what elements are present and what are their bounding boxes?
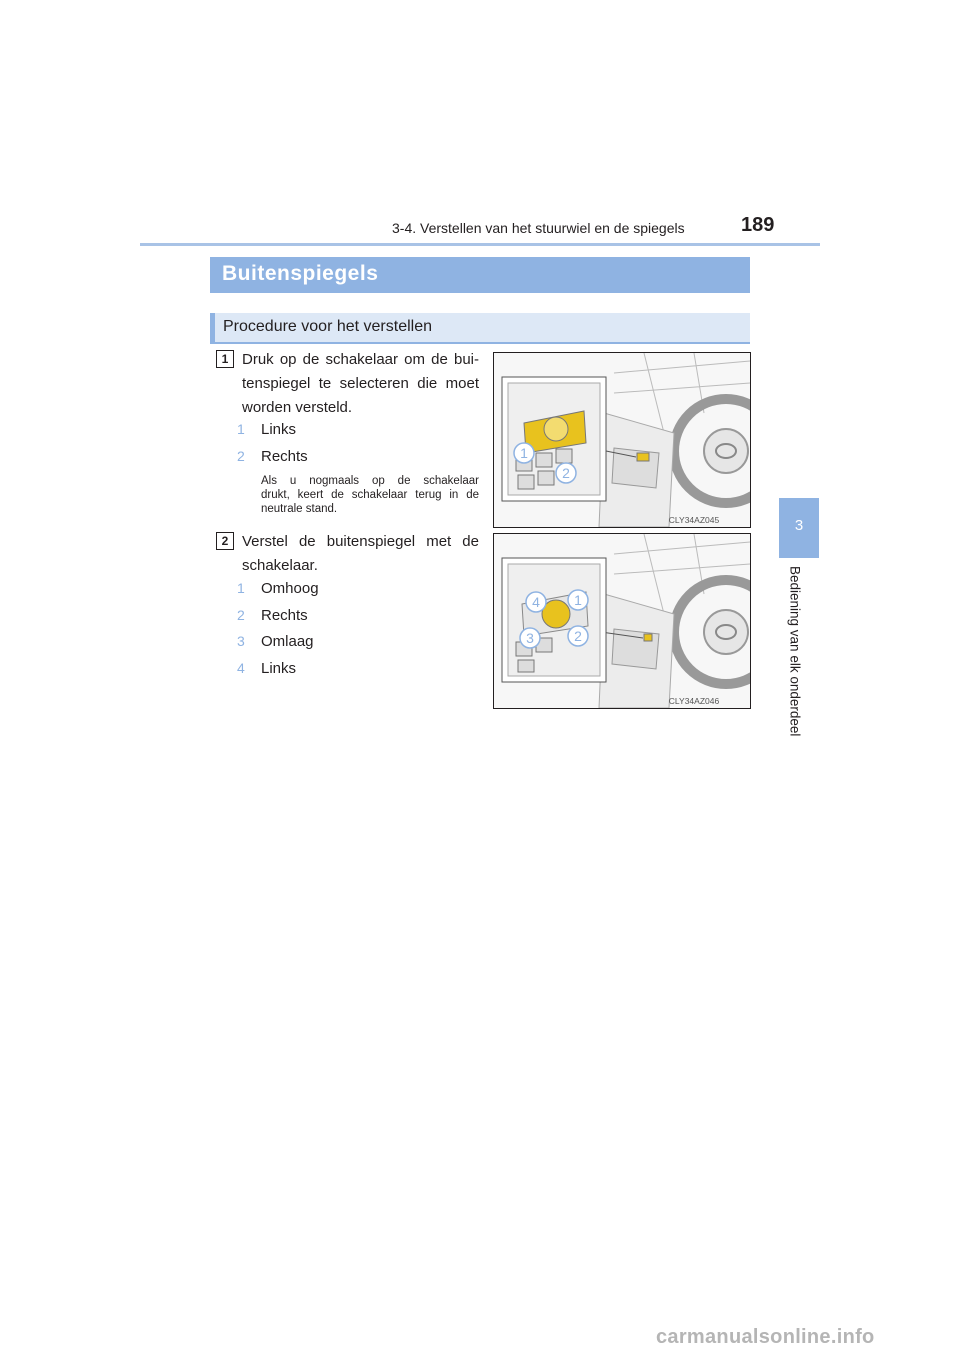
callout-1-label: 1: [574, 592, 582, 608]
item-number: 1: [237, 580, 245, 596]
step-2-line-1: Verstel de buitenspiegel met de: [242, 533, 479, 550]
step-1-line-2: tenspiegel te selecteren die moet: [242, 375, 479, 392]
figure-code: CLY34AZ046: [668, 696, 720, 706]
item-number: 2: [237, 448, 245, 464]
step-1-line-3: worden versteld.: [242, 399, 353, 416]
figure-2-illustration: [494, 534, 750, 708]
section-title: Buitenspiegels: [222, 262, 379, 285]
callout-4-label: 4: [532, 594, 540, 610]
chapter-title-vertical: [780, 566, 810, 756]
item-label: Links: [261, 660, 297, 677]
note-line-1: Als u nogmaals op de schakelaar: [261, 475, 479, 487]
step-1-line-1: Druk op de schakelaar om de bui-: [242, 351, 479, 368]
figure-mirror-select-switch: [493, 352, 751, 528]
item-number: 1: [237, 421, 245, 437]
figure-1-illustration: [494, 353, 750, 527]
figure-code: CLY34AZ045: [668, 515, 720, 525]
item-number: 4: [237, 660, 245, 676]
step-2-text: [242, 530, 479, 578]
item-label: Links: [261, 421, 297, 438]
callout-3-label: 3: [526, 630, 534, 646]
item-number: 3: [237, 633, 245, 649]
callout-2-label: 2: [574, 628, 582, 644]
note-line-3: neutrale stand.: [261, 503, 338, 515]
chapter-number: 3: [794, 517, 804, 534]
section-header: [210, 257, 750, 293]
chapter-title: Bediening van elk onderdeel: [787, 566, 803, 737]
callout-1-label: 1: [520, 445, 528, 461]
step-2-line-2: schakelaar.: [242, 557, 318, 574]
item-label: Omlaag: [261, 633, 314, 650]
callout-2-label: 2: [562, 465, 570, 481]
item-label: Omhoog: [261, 580, 319, 597]
figure-mirror-adjust-switch: [493, 533, 751, 709]
step-badge-2: 2: [216, 532, 234, 550]
subsection-accent-bar: [210, 313, 215, 343]
item-number: 2: [237, 607, 245, 623]
subsection-title: Procedure voor het verstellen: [223, 318, 432, 335]
page-number: 189: [741, 214, 775, 236]
running-header-section: 3-4. Verstellen van het stuurwiel en de spiegels: [392, 220, 685, 236]
item-label: Rechts: [261, 607, 308, 624]
note-line-2: drukt, keert de schakelaar terug in de: [261, 489, 479, 501]
subsection-header: [210, 313, 750, 343]
watermark: carmanualsonline.info: [656, 1326, 875, 1348]
item-label: Rechts: [261, 448, 308, 465]
step-1-text: [242, 348, 479, 420]
subsection-underline: [210, 342, 750, 344]
step-badge-1: 1: [216, 350, 234, 368]
step-1-note: [261, 474, 479, 516]
header-rule: [140, 243, 820, 246]
